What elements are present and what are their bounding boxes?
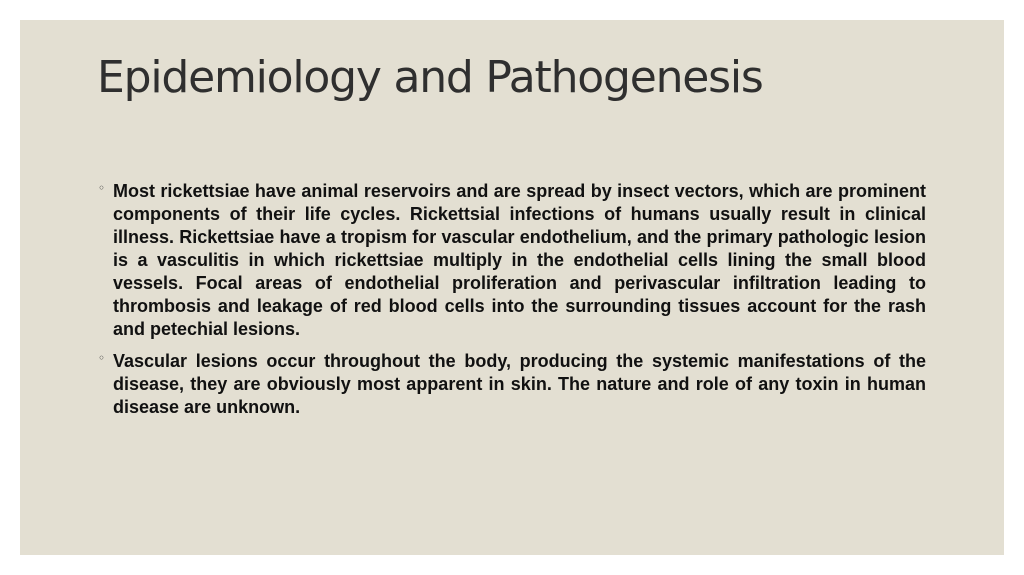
slide xyxy=(20,20,1004,555)
hollow-circle-bullet-icon: ◦ xyxy=(98,351,106,365)
bullet-item xyxy=(98,180,926,341)
hollow-circle-bullet-icon: ◦ xyxy=(98,181,106,195)
slide-title: Epidemiology and Pathogenesis xyxy=(97,52,763,103)
bullet-text: Most rickettsiae have animal reservoirs and are spread by insect vectors, which are prominent components of their life cycles. Rickettsial infections of humans usually result in clinical illness. Rickettsiae have a tropism for vascular endothelium, and the primary pathologic lesion is a vasculitis in which rickettsiae multiply in the endothelial cells lining the small blood vessels. Focal areas of endothelial proliferation and perivascular infiltration leading to thrombosis and leakage of red blood cells into the surrounding tissues account for the rash and petechial lesions. xyxy=(113,181,926,339)
bullet-text: Vascular lesions occur throughout the body, producing the systemic manifestations of the disease, they are obviously most apparent in skin. The nature and role of any toxin in human disease are unknown. xyxy=(113,351,926,417)
bullet-item xyxy=(98,350,926,419)
bullet-list xyxy=(98,180,926,428)
